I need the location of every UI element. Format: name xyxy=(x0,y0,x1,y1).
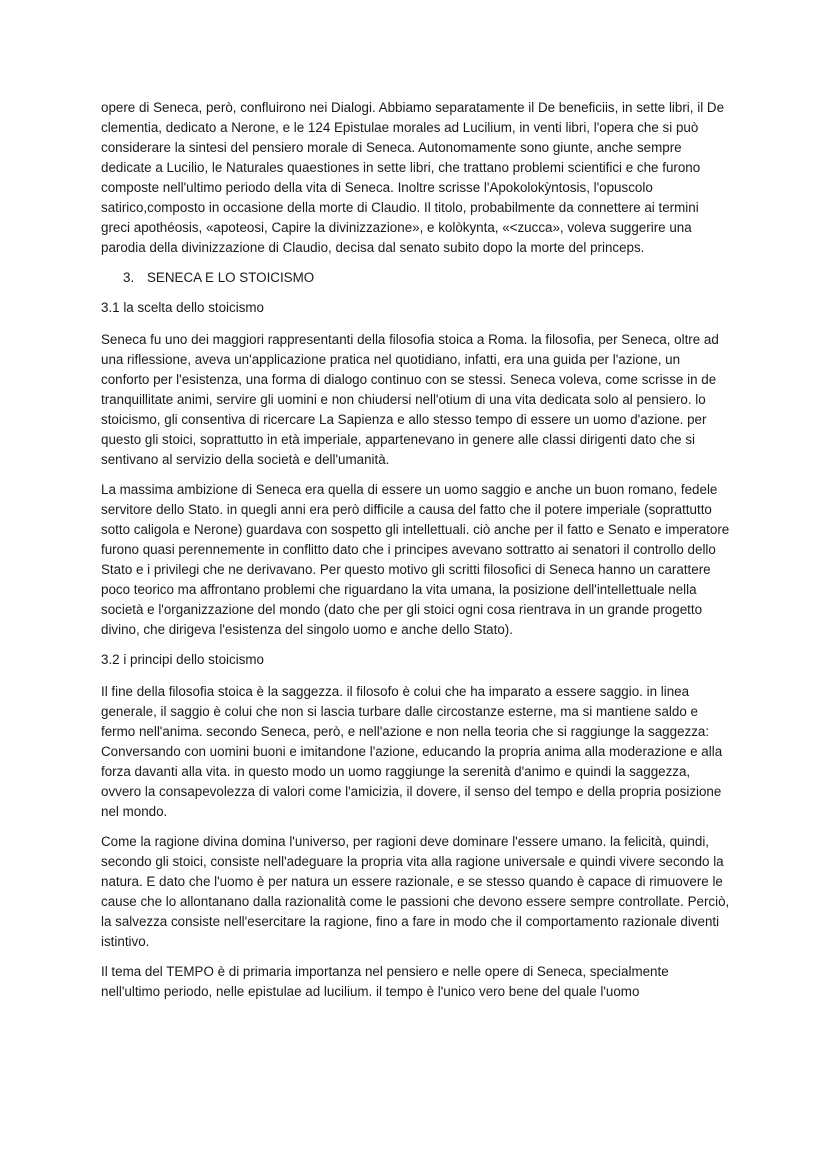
document-body xyxy=(101,98,731,1012)
section-heading xyxy=(101,268,731,288)
paragraph-1: Seneca fu uno dei maggiori rappresentanti della filosofia stoica a Roma. la filosofia, per Seneca, oltre ad una riflessione, aveva un'applicazione pratica nel quotidiano, infatti, era una guida per l'azione, un conforto per l'esistenza, una forma di dialogo continuo con se stessi. Seneca voleva, come scrisse in de tranquillitate animi, servire gli uomini e non chiudersi nell'otium di una vita dedicata solo al pensiero. lo stoicismo, gli consentiva di ricercare La Sapienza e allo stesso tempo di essere un uomo d'azione. per questo gli stoici, soprattutto in età imperiale, appartenevano in genere alle classi dirigenti dato che si sentivano al servizio della società e dell'umanità. xyxy=(101,332,719,467)
section-number: 3. xyxy=(123,270,135,285)
paragraph-3: Il fine della filosofia stoica è la saggezza. il filosofo è colui che ha imparato a essere saggio. in linea generale, il saggio è colui che non si lascia turbare dalle circostanze esterne, ma si mantiene saldo e fermo nell'anima. secondo Seneca, però, e nell'azione e non nella teoria che si raggiunge la saggezza: Conversando con uomini buoni e imitandone l'azione, educando la propria anima alla moderazione e alla forza davanti alla vita. in questo modo un uomo raggiunge la serenità d'animo e quindi la saggezza, ovvero la consapevolezza di valori come l'amicizia, il dovere, il senso del tempo e della propria posizione nel mondo. xyxy=(101,684,723,819)
paragraph-4: Come la ragione divina domina l'universo, per ragioni deve dominare l'essere umano. la felicità, quindi, secondo gli stoici, consiste nell'adeguare la propria vita alla ragione universale e quindi vivere secondo la natura. E dato che l'uomo è per natura un essere razionale, e se stesso quando è capace di rimuovere le cause che lo allontanano dalla razionalità come le passioni che devono essere sempre controllate. Perciò, la salvezza consiste nell'esercitare la ragione, fino a fare in modo che il comportamento razionale diventi istintivo. xyxy=(101,834,730,949)
subsection-title-1: 3.1 la scelta dello stoicismo xyxy=(101,300,264,315)
subsection-title-2: 3.2 i principi dello stoicismo xyxy=(101,652,264,667)
paragraph-intro: opere di Seneca, però, confluirono nei Dialogi. Abbiamo separatamente il De beneficiis, in sette libri, il De clementia, dedicato a Nerone, e le 124 Epistulae morales ad Lucilium, in venti libri, l'opera che si può considerare la sintesi del pensiero morale di Seneca. Autonomamente sono giunte, anche sempre dedicate a Lucilio, le Naturales quaestiones in sette libri, che trattano problemi scientifici e che furono composte nell'ultimo periodo della vita di Seneca. Inoltre scrisse l'Apokolokỳntosis, l'opuscolo satirico,composto in occasione della morte di Claudio. Il titolo, probabilmente da connettere ai termini greci apothéosis, «apoteosi, Capire la divinizzazione», e kolòkynta, «<zucca», voleva suggerire una parodia della divinizzazione di Claudio, decisa dal senato subito dopo la morte del princeps. xyxy=(101,100,725,255)
paragraph-2: La massima ambizione di Seneca era quella di essere un uomo saggio e anche un buon romano, fedele servitore dello Stato. in quegli anni era però difficile a causa del fatto che il potere imperiale (soprattutto sotto caligola e Nerone) guardava con sospetto gli intellettuali. ciò anche per il fatto e Senato e imperatore furono quasi perennemente in conflitto dato che i principes avevano sottratto ai senatori il controllo dello Stato e i privilegi che ne derivavano. Per questo motivo gli scritti filosofici di Seneca hanno un carattere poco teorico ma affrontano problemi che riguardano la vita umana, la posizione dell'intellettuale nella società e l'organizzazione del mondo (dato che per gli stoici ogni cosa rientrava in un grande progetto divino, che dirigeva l'esistenza del singolo uomo e anche dello Stato). xyxy=(101,482,730,637)
paragraph-5: Il tema del TEMPO è di primaria importanza nel pensiero e nelle opere di Seneca, specialmente nell'ultimo periodo, nelle epistulae ad lucilium. il tempo è l'unico vero bene del quale l'uomo xyxy=(101,964,669,999)
section-title: SENECA E LO STOICISMO xyxy=(147,270,315,285)
